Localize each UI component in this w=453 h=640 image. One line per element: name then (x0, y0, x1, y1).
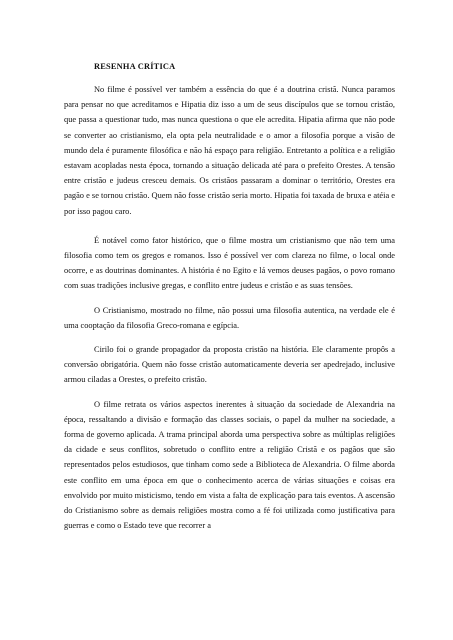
paragraph-3: O Cristianismo, mostrado no filme, não possui uma filosofia autentica, na verdade ele é uma cooptação da filosofia Greco-romana e egípcia. (64, 305, 395, 330)
paragraph-2: É notável como fator histórico, que o filme mostra um cristianismo que não tem uma filosofia como tem os gregos e romanos. Isso é possível ver com clareza no filme, o local onde ocorre, e as doutrinas dominantes. A história é no Egito e lá vemos deuses pagãos, o povo romano com suas tradições inclusive gregas, e conflito entre judeus e cristão e as suas tensões. (64, 235, 395, 291)
paragraph-1: No filme é possível ver também a essência do que é a doutrina cristã. Nunca paramos para pensar no que acreditamos e Hipatia diz isso a um de seus discípulos que se tornou cristão, que passa a questionar tudo, mas nunca questiona o que ele acredita. Hipatia afirma que não pode se converter ao cristianismo, ela opta pela neutralidade e o amor a filosofia porque a visão de mundo dela é puramente filosófica e não há espaço para religião. Entretanto a política e a religião estavam acopladas nesta época, tornando a situação delicada até para o prefeito Orestes. A tensão entre cristão e judeus cresceu demais. Os cristãos passaram a dominar o território, Orestes era pagão e se tornou cristão. Quem não fosse cristão seria morto. Hipatia foi taxada de bruxa e atéia e por isso pagou caro. (64, 85, 395, 216)
paragraph-5: O filme retrata os vários aspectos inerentes à situação da sociedade de Alexandria na época, ressaltando a divisão e formação das classes sociais, o papel da mulher na sociedade, a forma de governo aplicada. A trama principal aborda uma perspectiva sobre as múltiplas religiões da cidade e seus conflitos, sobretudo o conflito entre a religião Cristã e os pagãos que são representados pelos estudiosos, que tinham como sede a Biblioteca de Alexandria. O filme aborda este conflito em uma época em que o conhecimento acerca de várias situações e coisas era envolvido por muito misticismo, tendo em vista a falta de explicação para tais eventos. A ascensão do Cristianismo sobre as demais religiões mostra como a fé foi utilizada como justificativa para guerras e como o Estado teve que recorrer a (64, 399, 395, 531)
document-body (64, 82, 395, 533)
paragraph-4: Cirilo foi o grande propagador da proposta cristão na história. Ele claramente propôs a conversão obrigatória. Quem não fosse cristão automaticamente deveria ser apedrejado, inclusive armou ciladas a Orestes, o prefeito cristão. (64, 345, 395, 385)
document-title: RESENHA CRÍTICA (94, 62, 176, 71)
